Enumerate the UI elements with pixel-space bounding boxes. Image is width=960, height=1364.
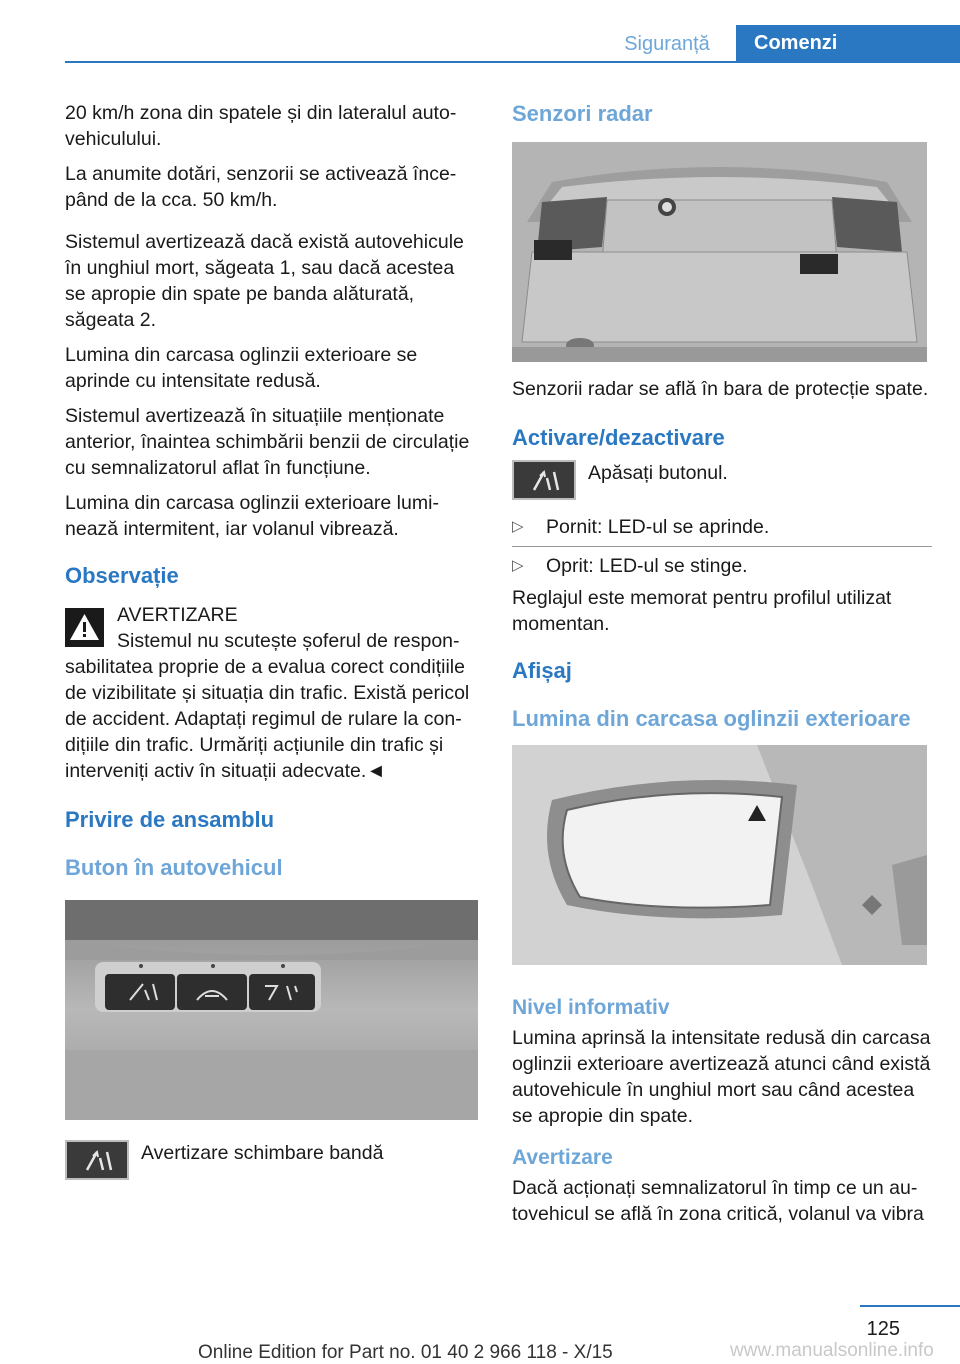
paragraph: Lumina aprinsă la intensitate redusă din carcasa oglinzii exterioare avertizează atunci când există autovehicule în unghiul mort sau când acestea se apropie din spate.: [512, 1027, 931, 1127]
heading-privire: Privire de ansamblu: [65, 807, 275, 832]
activate-instruction: Apăsați butonul.: [588, 462, 728, 484]
button-caption: Avertizare schimbare bandă: [141, 1142, 384, 1164]
edition-line: Online Edition for Part no. 01 40 2 966 118 - X/15: [198, 1342, 613, 1363]
warning-block: [65, 602, 478, 784]
paragraph: Senzorii radar se află în bara de protecție spate.: [512, 378, 929, 400]
heading-buton: Buton în autovehicul: [65, 855, 283, 880]
page-number: 125: [866, 1318, 900, 1340]
activate-button-row: [512, 460, 932, 500]
list-item-text: Oprit: LED-ul se stinge.: [546, 555, 748, 577]
paragraph: Reglajul este memorat pentru profilul utilizat momentan.: [512, 587, 892, 635]
paragraph: La anumite dotări, senzorii se activează începând de la cca. 50 km/h.: [65, 163, 457, 211]
paragraph: Sistemul avertizează dacă există autovehicule în unghiul mort, săgeata 1, sau dacă acestea se apropie din spate pe banda alăturată, săgeata 2.: [65, 231, 464, 331]
paragraph: 20 km/h zona din spatele și din lateralul autovehiculului.: [65, 102, 457, 150]
list-item: [512, 514, 932, 540]
heading-activare: Activare/dezactivare: [512, 425, 725, 450]
status-list: [512, 514, 932, 579]
right-column: [512, 100, 932, 1236]
warning-triangle-icon: [65, 608, 104, 647]
heading-nivel: Nivel informativ: [512, 996, 670, 1019]
triangle-bullet-icon: ▷: [512, 518, 524, 535]
warning-text: Sistemul nu scutește șoferul de responsabilitatea proprie de a evalua corect condițiile de vizibilitate și situația din trafic. Există pericol de accident. Adaptați regimul de rulare la condițiile din trafic. Urmăriți acțiunile din trafic și interveniți activ în situații adecvate.◄: [65, 630, 470, 782]
paragraph: Dacă acționați semnalizatorul în timp ce un autovehicul se află în zona critică, volanul va vibra: [512, 1177, 924, 1225]
lane-change-button-row: [65, 1140, 478, 1180]
left-column: [65, 100, 478, 1180]
paragraph: Lumina din carcasa oglinzii exterioare luminează intermitent, iar volanul vibrează.: [65, 492, 439, 540]
lane-change-warning-icon: [65, 1140, 129, 1180]
list-divider: [512, 546, 932, 547]
list-item: [512, 553, 932, 579]
heading-senzori: Senzori radar: [512, 101, 653, 126]
header-section-label: Siguranță: [624, 33, 710, 55]
heading-lumina: Lumina din carcasa oglinzii exterioare: [512, 706, 911, 731]
side-mirror-image: [512, 745, 927, 965]
paragraph: Lumina din carcasa oglinzii exterioare se aprinde cu intensitate redusă.: [65, 344, 418, 392]
header-chapter-tab[interactable]: Comenzi: [736, 25, 960, 61]
paragraph: Sistemul avertizează în situațiile menționate anterior, înaintea schimbării benzii de circulație cu semnalizatorul aflat în funcțiune.: [65, 405, 470, 479]
button-panel-image: [65, 900, 478, 1120]
triangle-bullet-icon: ▷: [512, 557, 524, 574]
lane-change-warning-icon: [512, 460, 576, 500]
heading-observatie: Observație: [65, 563, 179, 588]
watermark: www.manualsonline.info: [730, 1340, 934, 1361]
car-rear-radar-image: [512, 142, 927, 362]
header-rule: [65, 61, 960, 63]
list-item-text: Pornit: LED-ul se aprinde.: [546, 516, 770, 538]
heading-avertizare: Avertizare: [512, 1146, 613, 1169]
heading-afisaj: Afișaj: [512, 658, 572, 683]
warning-title: AVERTIZARE: [117, 604, 238, 626]
footer-rule: [860, 1305, 960, 1307]
